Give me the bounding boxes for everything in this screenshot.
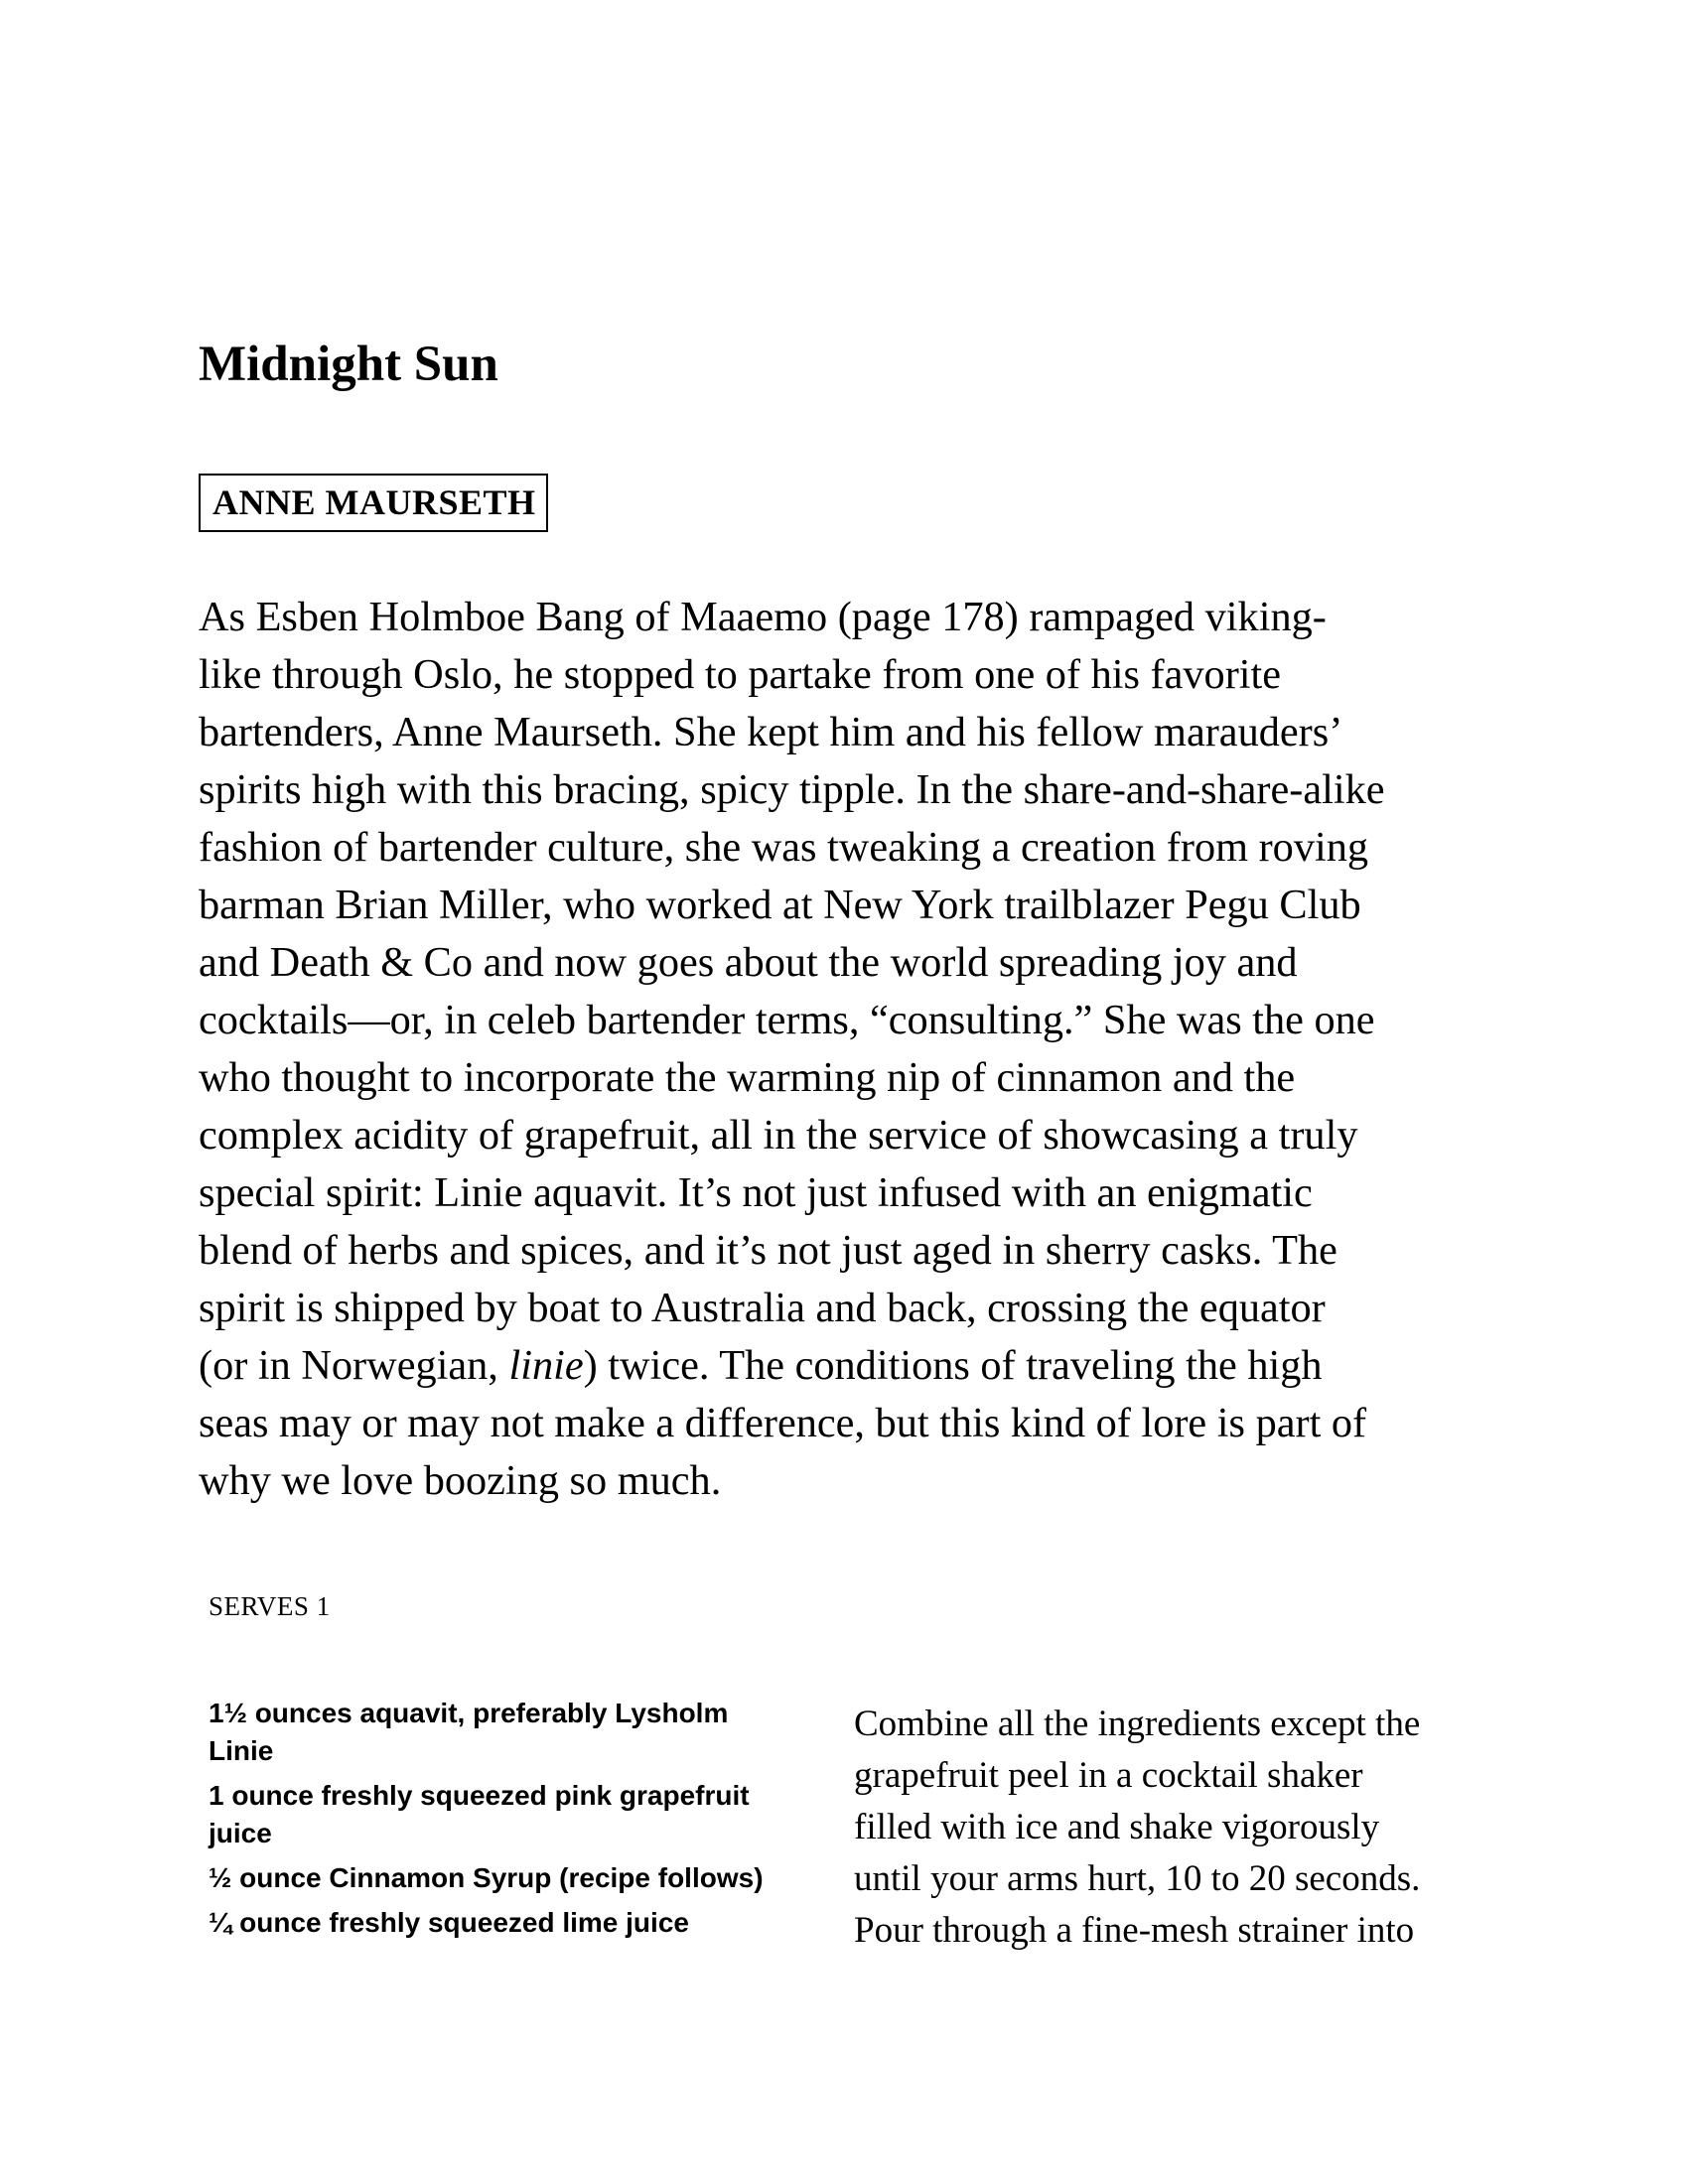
method-line: grapefruit peel in a cocktail shaker: [854, 1755, 1363, 1796]
ingredient-line: Linie: [209, 1735, 274, 1766]
intro-line: like through Oslo, he stopped to partake from one of his favorite: [199, 651, 1282, 698]
intro-line: bartenders, Anne Maurseth. She kept him and his fellow marauders’: [199, 709, 1343, 755]
ingredient-line: ½ ounce Cinnamon Syrup (recipe follows): [209, 1862, 764, 1893]
author-box: ANNE MAURSETH: [199, 474, 548, 532]
ingredient-line: ¼ ounce freshly squeezed lime juice: [209, 1907, 689, 1938]
intro-line: complex acidity of grapefruit, all in the service of showcasing a truly: [199, 1112, 1358, 1159]
method-line: until your arms hurt, 10 to 20 seconds.: [854, 1858, 1421, 1899]
intro-line: special spirit: Linie aquavit. It’s not just infused with an enigmatic: [199, 1169, 1313, 1216]
intro-line: why we love boozing so much.: [199, 1457, 722, 1504]
intro-line-after: ) twice. The conditions of traveling the high: [583, 1342, 1323, 1389]
method-paragraph: [854, 1699, 1489, 1957]
intro-line: [199, 1337, 1499, 1395]
intro-paragraph: [199, 589, 1499, 1510]
ingredient-line: 1 ounce freshly squeezed pink grapefruit: [209, 1780, 750, 1811]
intro-line: spirit is shipped by boat to Australia and back, crossing the equator: [199, 1285, 1326, 1331]
intro-line: blend of herbs and spices, and it’s not just aged in sherry casks. The: [199, 1227, 1337, 1274]
intro-line: spirits high with this bracing, spicy tipple. In the share-and-share-alike: [199, 766, 1385, 813]
ingredient-item: [209, 1859, 824, 1897]
ingredient-item: [209, 1904, 824, 1942]
ingredients-list: [209, 1695, 824, 1949]
method-line: Combine all the ingredients except the: [854, 1704, 1421, 1744]
intro-line: seas may or may not make a difference, but this kind of lore is part of: [199, 1400, 1367, 1446]
ingredient-item: [209, 1777, 824, 1852]
intro-line-before: (or in Norwegian,: [199, 1342, 509, 1389]
intro-line: As Esben Holmboe Bang of Maaemo (page 178) rampaged viking-: [199, 594, 1327, 640]
ingredient-item: [209, 1695, 824, 1770]
intro-line: barman Brian Miller, who worked at New York trailblazer Pegu Club: [199, 882, 1361, 928]
method-line: Pour through a fine-mesh strainer into: [854, 1910, 1415, 1951]
ingredient-line: juice: [209, 1818, 272, 1848]
serves-label: SERVES 1: [209, 1591, 331, 1621]
method-line: filled with ice and shake vigorously: [854, 1807, 1380, 1847]
intro-line: cocktails—or, in celeb bartender terms, “consulting.” She was the one: [199, 997, 1375, 1043]
intro-line: fashion of bartender culture, she was tweaking a creation from roving: [199, 824, 1369, 871]
recipe-title: Midnight Sun: [199, 337, 498, 392]
ingredient-line: 1½ ounces aquavit, preferably Lysholm: [209, 1698, 729, 1728]
intro-line: and Death & Co and now goes about the world spreading joy and: [199, 939, 1298, 986]
intro-line-italic-word: linie: [508, 1342, 584, 1389]
intro-line: who thought to incorporate the warming nip of cinnamon and the: [199, 1054, 1296, 1101]
